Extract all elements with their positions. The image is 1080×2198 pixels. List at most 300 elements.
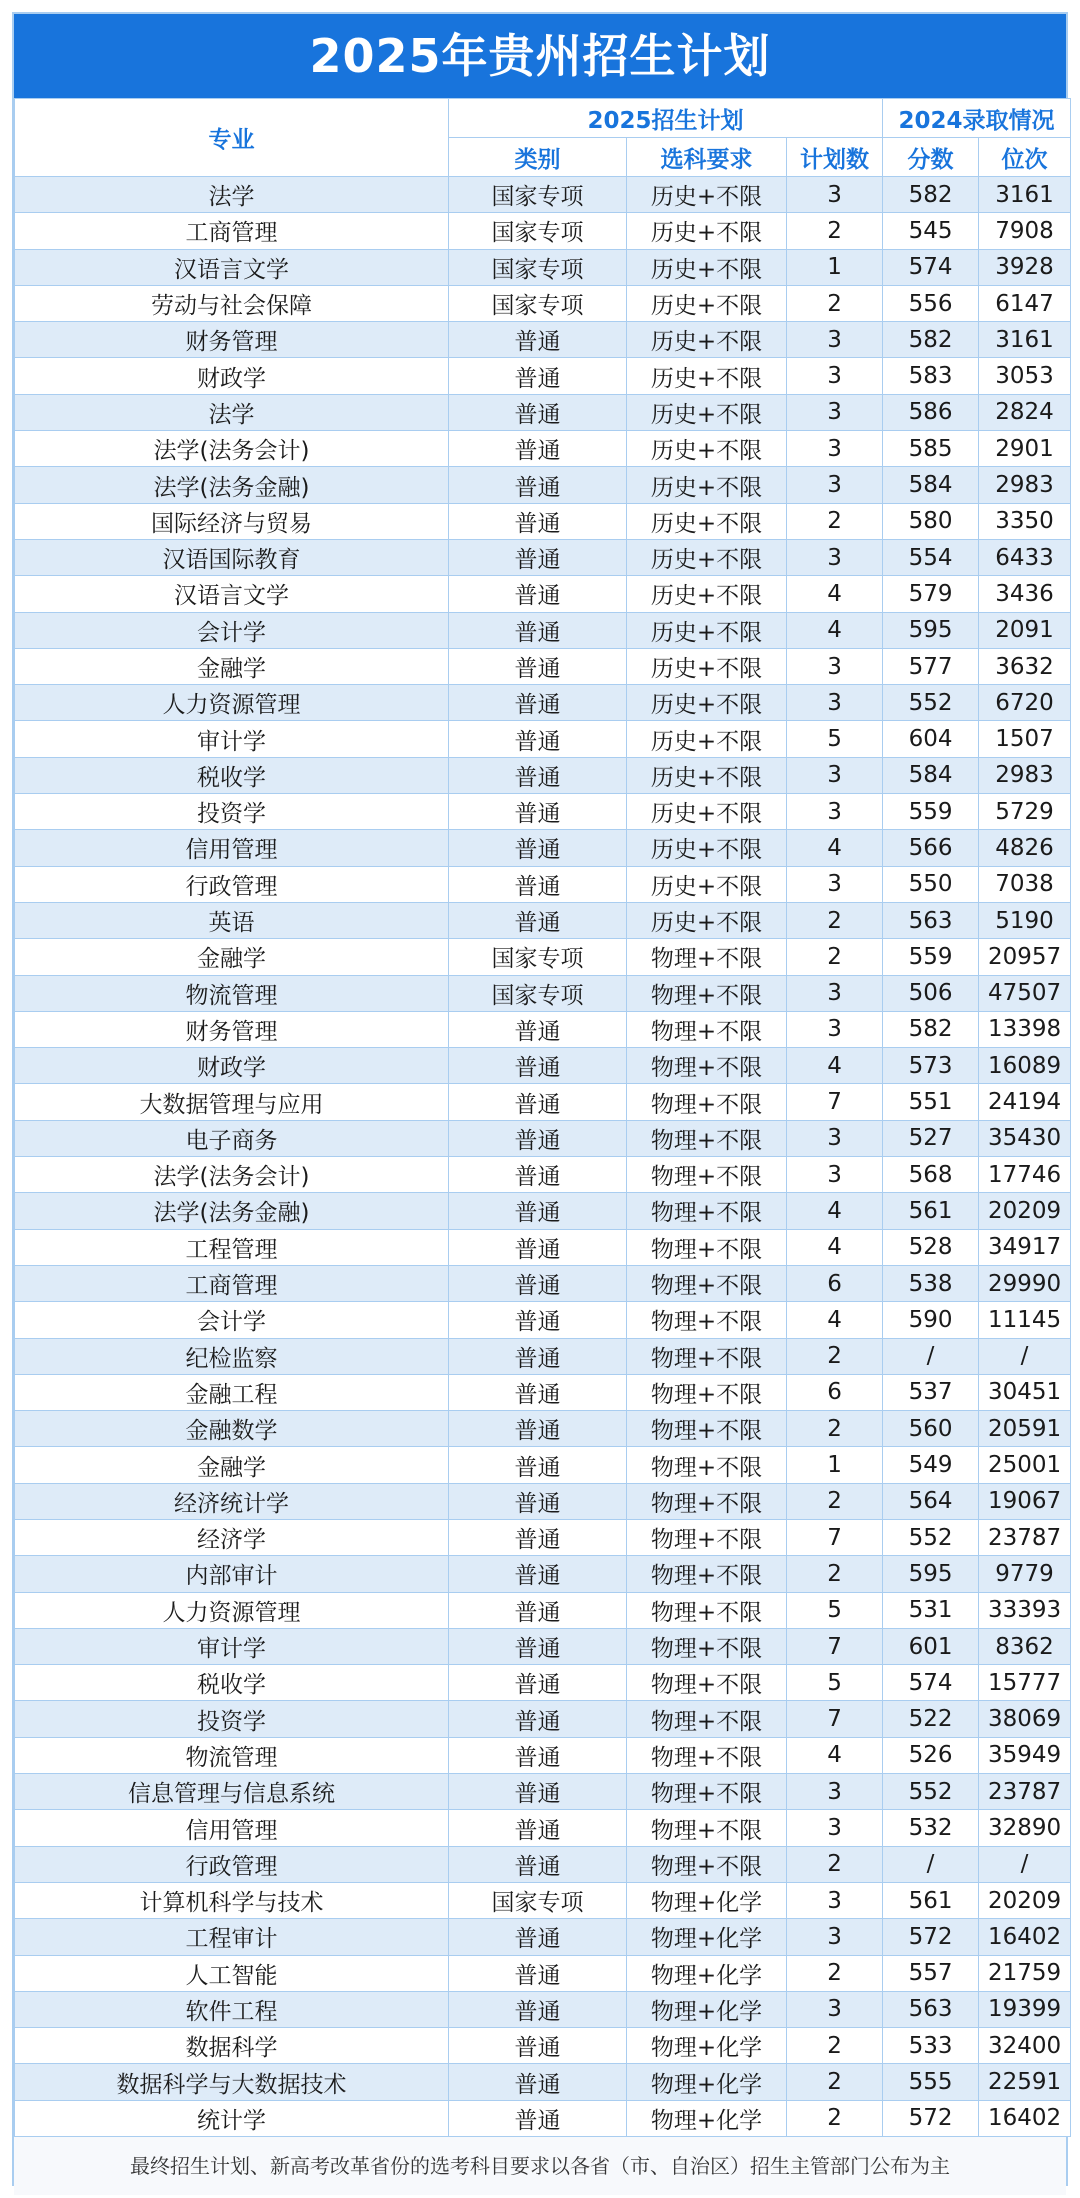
table-row bbox=[15, 1157, 1071, 1193]
cell-type: 国家专项 bbox=[449, 213, 627, 249]
cell-type: 普通 bbox=[449, 1919, 627, 1955]
cell-rank: 7038 bbox=[979, 866, 1071, 902]
cell-plan-count: 3 bbox=[787, 467, 883, 503]
cell-rank: 16402 bbox=[979, 1919, 1071, 1955]
table-row bbox=[15, 721, 1071, 757]
cell-major: 计算机科学与技术 bbox=[15, 1882, 449, 1918]
cell-major: 行政管理 bbox=[15, 1846, 449, 1882]
cell-plan-count: 5 bbox=[787, 721, 883, 757]
cell-plan-count: 1 bbox=[787, 249, 883, 285]
cell-type: 普通 bbox=[449, 467, 627, 503]
table-row bbox=[15, 1447, 1071, 1483]
cell-major: 财政学 bbox=[15, 1048, 449, 1084]
cell-major: 经济学 bbox=[15, 1519, 449, 1555]
cell-score: 551 bbox=[883, 1084, 979, 1120]
cell-major: 金融学 bbox=[15, 939, 449, 975]
table-row bbox=[15, 612, 1071, 648]
cell-type: 国家专项 bbox=[449, 975, 627, 1011]
cell-requirement: 历史+不限 bbox=[627, 249, 787, 285]
table-row bbox=[15, 503, 1071, 539]
cell-score: 582 bbox=[883, 1011, 979, 1047]
cell-plan-count: 3 bbox=[787, 358, 883, 394]
cell-major: 软件工程 bbox=[15, 1991, 449, 2027]
cell-score: 526 bbox=[883, 1737, 979, 1773]
cell-plan-count: 3 bbox=[787, 866, 883, 902]
cell-type: 普通 bbox=[449, 1556, 627, 1592]
cell-major: 信用管理 bbox=[15, 1810, 449, 1846]
cell-requirement: 物理+不限 bbox=[627, 1084, 787, 1120]
cell-rank: 8362 bbox=[979, 1628, 1071, 1664]
cell-requirement: 历史+不限 bbox=[627, 177, 787, 213]
header-rank: 位次 bbox=[979, 138, 1071, 177]
cell-plan-count: 4 bbox=[787, 576, 883, 612]
table-row bbox=[15, 1592, 1071, 1628]
table-row bbox=[15, 1628, 1071, 1664]
cell-rank: 2091 bbox=[979, 612, 1071, 648]
cell-major: 汉语言文学 bbox=[15, 576, 449, 612]
cell-plan-count: 2 bbox=[787, 1955, 883, 1991]
cell-plan-count: 6 bbox=[787, 1374, 883, 1410]
table-row bbox=[15, 1737, 1071, 1773]
cell-requirement: 历史+不限 bbox=[627, 431, 787, 467]
admission-plan-sheet bbox=[12, 12, 1068, 2186]
cell-major: 信息管理与信息系统 bbox=[15, 1774, 449, 1810]
cell-plan-count: 3 bbox=[787, 394, 883, 430]
cell-rank: 2901 bbox=[979, 431, 1071, 467]
cell-requirement: 物理+化学 bbox=[627, 2028, 787, 2064]
cell-requirement: 历史+不限 bbox=[627, 358, 787, 394]
cell-major: 会计学 bbox=[15, 612, 449, 648]
cell-rank: 29990 bbox=[979, 1265, 1071, 1301]
cell-major: 英语 bbox=[15, 902, 449, 938]
cell-requirement: 历史+不限 bbox=[627, 830, 787, 866]
cell-major: 财政学 bbox=[15, 358, 449, 394]
cell-score: / bbox=[883, 1846, 979, 1882]
cell-type: 普通 bbox=[449, 757, 627, 793]
cell-score: 572 bbox=[883, 1919, 979, 1955]
cell-score: 552 bbox=[883, 685, 979, 721]
cell-rank: 4826 bbox=[979, 830, 1071, 866]
cell-plan-count: 7 bbox=[787, 1628, 883, 1664]
cell-plan-count: 2 bbox=[787, 1556, 883, 1592]
cell-score: 560 bbox=[883, 1411, 979, 1447]
table-body bbox=[15, 177, 1071, 2137]
cell-score: 561 bbox=[883, 1193, 979, 1229]
cell-major: 法学(法务会计) bbox=[15, 431, 449, 467]
table-row bbox=[15, 2100, 1071, 2136]
cell-plan-count: 2 bbox=[787, 939, 883, 975]
cell-requirement: 物理+不限 bbox=[627, 1265, 787, 1301]
cell-major: 金融学 bbox=[15, 648, 449, 684]
cell-score: 583 bbox=[883, 358, 979, 394]
cell-plan-count: 3 bbox=[787, 1882, 883, 1918]
cell-major: 汉语国际教育 bbox=[15, 539, 449, 575]
cell-plan-count: 4 bbox=[787, 1737, 883, 1773]
cell-rank: 17746 bbox=[979, 1157, 1071, 1193]
cell-major: 投资学 bbox=[15, 1701, 449, 1737]
cell-type: 普通 bbox=[449, 902, 627, 938]
cell-score: 527 bbox=[883, 1120, 979, 1156]
cell-plan-count: 6 bbox=[787, 1265, 883, 1301]
cell-plan-count: 5 bbox=[787, 1592, 883, 1628]
cell-score: 537 bbox=[883, 1374, 979, 1410]
cell-major: 工程审计 bbox=[15, 1919, 449, 1955]
cell-type: 普通 bbox=[449, 1265, 627, 1301]
cell-requirement: 物理+不限 bbox=[627, 1447, 787, 1483]
cell-type: 国家专项 bbox=[449, 249, 627, 285]
table-row bbox=[15, 902, 1071, 938]
cell-plan-count: 2 bbox=[787, 902, 883, 938]
admission-table bbox=[14, 98, 1071, 2137]
cell-plan-count: 7 bbox=[787, 1084, 883, 1120]
cell-major: 法学(法务会计) bbox=[15, 1157, 449, 1193]
cell-requirement: 物理+化学 bbox=[627, 2064, 787, 2100]
cell-type: 普通 bbox=[449, 1592, 627, 1628]
cell-requirement: 历史+不限 bbox=[627, 576, 787, 612]
cell-score: 555 bbox=[883, 2064, 979, 2100]
cell-type: 普通 bbox=[449, 1810, 627, 1846]
cell-requirement: 历史+不限 bbox=[627, 467, 787, 503]
cell-requirement: 历史+不限 bbox=[627, 539, 787, 575]
cell-requirement: 历史+不限 bbox=[627, 213, 787, 249]
cell-rank: 20209 bbox=[979, 1882, 1071, 1918]
cell-rank: 3632 bbox=[979, 648, 1071, 684]
cell-requirement: 物理+不限 bbox=[627, 975, 787, 1011]
cell-major: 法学(法务金融) bbox=[15, 1193, 449, 1229]
cell-score: 559 bbox=[883, 794, 979, 830]
header-major: 专业 bbox=[15, 99, 449, 177]
cell-plan-count: 3 bbox=[787, 757, 883, 793]
cell-rank: 34917 bbox=[979, 1229, 1071, 1265]
table-row bbox=[15, 1556, 1071, 1592]
cell-score: 532 bbox=[883, 1810, 979, 1846]
cell-score: / bbox=[883, 1338, 979, 1374]
table-row bbox=[15, 648, 1071, 684]
cell-plan-count: 3 bbox=[787, 177, 883, 213]
cell-type: 普通 bbox=[449, 1628, 627, 1664]
cell-major: 数据科学与大数据技术 bbox=[15, 2064, 449, 2100]
cell-score: 563 bbox=[883, 902, 979, 938]
cell-score: 590 bbox=[883, 1302, 979, 1338]
cell-rank: 22591 bbox=[979, 2064, 1071, 2100]
cell-plan-count: 2 bbox=[787, 285, 883, 321]
table-row bbox=[15, 1810, 1071, 1846]
cell-plan-count: 3 bbox=[787, 322, 883, 358]
cell-plan-count: 3 bbox=[787, 1991, 883, 2027]
cell-requirement: 历史+不限 bbox=[627, 285, 787, 321]
cell-requirement: 历史+不限 bbox=[627, 394, 787, 430]
cell-type: 国家专项 bbox=[449, 939, 627, 975]
cell-score: 582 bbox=[883, 177, 979, 213]
cell-score: 580 bbox=[883, 503, 979, 539]
cell-type: 普通 bbox=[449, 612, 627, 648]
cell-type: 普通 bbox=[449, 431, 627, 467]
cell-major: 财务管理 bbox=[15, 1011, 449, 1047]
cell-score: 531 bbox=[883, 1592, 979, 1628]
cell-rank: 5190 bbox=[979, 902, 1071, 938]
table-row bbox=[15, 685, 1071, 721]
cell-requirement: 物理+不限 bbox=[627, 1519, 787, 1555]
cell-major: 经济统计学 bbox=[15, 1483, 449, 1519]
cell-rank: 38069 bbox=[979, 1701, 1071, 1737]
cell-score: 556 bbox=[883, 285, 979, 321]
cell-requirement: 物理+不限 bbox=[627, 1665, 787, 1701]
cell-score: 572 bbox=[883, 2100, 979, 2136]
cell-requirement: 物理+化学 bbox=[627, 1882, 787, 1918]
cell-requirement: 物理+不限 bbox=[627, 1374, 787, 1410]
cell-score: 595 bbox=[883, 1556, 979, 1592]
cell-rank: 3436 bbox=[979, 576, 1071, 612]
cell-score: 584 bbox=[883, 757, 979, 793]
table-row bbox=[15, 757, 1071, 793]
header-history-group: 2024录取情况 bbox=[883, 99, 1071, 138]
cell-rank: 30451 bbox=[979, 1374, 1071, 1410]
cell-type: 国家专项 bbox=[449, 177, 627, 213]
cell-type: 普通 bbox=[449, 1229, 627, 1265]
cell-plan-count: 2 bbox=[787, 1846, 883, 1882]
cell-major: 工商管理 bbox=[15, 1265, 449, 1301]
cell-type: 普通 bbox=[449, 1048, 627, 1084]
cell-rank: 13398 bbox=[979, 1011, 1071, 1047]
table-row bbox=[15, 394, 1071, 430]
cell-type: 普通 bbox=[449, 1955, 627, 1991]
cell-score: 595 bbox=[883, 612, 979, 648]
table-row bbox=[15, 431, 1071, 467]
cell-score: 585 bbox=[883, 431, 979, 467]
cell-rank: 19067 bbox=[979, 1483, 1071, 1519]
cell-plan-count: 3 bbox=[787, 1810, 883, 1846]
cell-score: 601 bbox=[883, 1628, 979, 1664]
cell-score: 538 bbox=[883, 1265, 979, 1301]
header-plan-group: 2025招生计划 bbox=[449, 99, 883, 138]
cell-plan-count: 3 bbox=[787, 648, 883, 684]
table-row bbox=[15, 866, 1071, 902]
cell-plan-count: 3 bbox=[787, 539, 883, 575]
cell-major: 工商管理 bbox=[15, 213, 449, 249]
cell-score: 604 bbox=[883, 721, 979, 757]
cell-major: 税收学 bbox=[15, 1665, 449, 1701]
cell-requirement: 历史+不限 bbox=[627, 902, 787, 938]
cell-type: 普通 bbox=[449, 1447, 627, 1483]
cell-type: 普通 bbox=[449, 503, 627, 539]
cell-rank: 20591 bbox=[979, 1411, 1071, 1447]
table-row bbox=[15, 1483, 1071, 1519]
cell-plan-count: 2 bbox=[787, 503, 883, 539]
cell-score: 584 bbox=[883, 467, 979, 503]
cell-major: 信用管理 bbox=[15, 830, 449, 866]
table-row bbox=[15, 2028, 1071, 2064]
cell-requirement: 物理+化学 bbox=[627, 2100, 787, 2136]
cell-type: 国家专项 bbox=[449, 1882, 627, 1918]
cell-type: 普通 bbox=[449, 1302, 627, 1338]
cell-major: 会计学 bbox=[15, 1302, 449, 1338]
cell-requirement: 物理+不限 bbox=[627, 1737, 787, 1773]
header-requirement: 选科要求 bbox=[627, 138, 787, 177]
cell-score: 552 bbox=[883, 1519, 979, 1555]
cell-major: 财务管理 bbox=[15, 322, 449, 358]
cell-rank: 24194 bbox=[979, 1084, 1071, 1120]
cell-requirement: 物理+不限 bbox=[627, 1048, 787, 1084]
table-row bbox=[15, 1991, 1071, 2027]
cell-score: 573 bbox=[883, 1048, 979, 1084]
cell-type: 普通 bbox=[449, 648, 627, 684]
cell-plan-count: 7 bbox=[787, 1519, 883, 1555]
cell-rank: 16089 bbox=[979, 1048, 1071, 1084]
table-row bbox=[15, 576, 1071, 612]
cell-score: 554 bbox=[883, 539, 979, 575]
cell-type: 普通 bbox=[449, 1665, 627, 1701]
cell-plan-count: 3 bbox=[787, 1919, 883, 1955]
cell-requirement: 物理+不限 bbox=[627, 1592, 787, 1628]
cell-major: 税收学 bbox=[15, 757, 449, 793]
cell-score: 564 bbox=[883, 1483, 979, 1519]
cell-plan-count: 4 bbox=[787, 830, 883, 866]
cell-score: 566 bbox=[883, 830, 979, 866]
cell-requirement: 物理+不限 bbox=[627, 1628, 787, 1664]
cell-type: 普通 bbox=[449, 1519, 627, 1555]
cell-rank: 15777 bbox=[979, 1665, 1071, 1701]
cell-rank: 6147 bbox=[979, 285, 1071, 321]
cell-rank: 35949 bbox=[979, 1737, 1071, 1773]
cell-major: 大数据管理与应用 bbox=[15, 1084, 449, 1120]
cell-major: 审计学 bbox=[15, 721, 449, 757]
header-score: 分数 bbox=[883, 138, 979, 177]
cell-score: 528 bbox=[883, 1229, 979, 1265]
cell-major: 劳动与社会保障 bbox=[15, 285, 449, 321]
cell-requirement: 物理+不限 bbox=[627, 1411, 787, 1447]
cell-requirement: 物理+不限 bbox=[627, 1193, 787, 1229]
cell-plan-count: 3 bbox=[787, 1120, 883, 1156]
cell-major: 金融工程 bbox=[15, 1374, 449, 1410]
footer-note: 最终招生计划、新高考改革省份的选考科目要求以各省（市、自治区）招生主管部门公布为主 bbox=[14, 2137, 1066, 2195]
cell-rank: 20957 bbox=[979, 939, 1071, 975]
cell-requirement: 历史+不限 bbox=[627, 757, 787, 793]
cell-major: 纪检监察 bbox=[15, 1338, 449, 1374]
cell-requirement: 物理+不限 bbox=[627, 1120, 787, 1156]
table-row bbox=[15, 213, 1071, 249]
cell-type: 普通 bbox=[449, 1483, 627, 1519]
cell-score: 559 bbox=[883, 939, 979, 975]
cell-requirement: 物理+不限 bbox=[627, 1810, 787, 1846]
cell-plan-count: 3 bbox=[787, 1774, 883, 1810]
cell-score: 586 bbox=[883, 394, 979, 430]
cell-score: 574 bbox=[883, 249, 979, 285]
cell-requirement: 历史+不限 bbox=[627, 794, 787, 830]
table-row bbox=[15, 1229, 1071, 1265]
table-row bbox=[15, 830, 1071, 866]
cell-major: 人力资源管理 bbox=[15, 685, 449, 721]
cell-major: 国际经济与贸易 bbox=[15, 503, 449, 539]
cell-plan-count: 2 bbox=[787, 1483, 883, 1519]
cell-plan-count: 2 bbox=[787, 1338, 883, 1374]
cell-type: 普通 bbox=[449, 576, 627, 612]
cell-requirement: 物理+化学 bbox=[627, 1991, 787, 2027]
cell-type: 普通 bbox=[449, 1120, 627, 1156]
table-row bbox=[15, 1048, 1071, 1084]
cell-rank: 32400 bbox=[979, 2028, 1071, 2064]
cell-requirement: 物理+不限 bbox=[627, 1229, 787, 1265]
cell-type: 普通 bbox=[449, 1374, 627, 1410]
cell-score: 550 bbox=[883, 866, 979, 902]
cell-rank: 47507 bbox=[979, 975, 1071, 1011]
cell-rank: 2824 bbox=[979, 394, 1071, 430]
cell-type: 国家专项 bbox=[449, 285, 627, 321]
cell-rank: 32890 bbox=[979, 1810, 1071, 1846]
cell-plan-count: 3 bbox=[787, 431, 883, 467]
cell-rank: 2983 bbox=[979, 757, 1071, 793]
table-row bbox=[15, 358, 1071, 394]
cell-plan-count: 3 bbox=[787, 685, 883, 721]
cell-plan-count: 4 bbox=[787, 612, 883, 648]
cell-rank: 21759 bbox=[979, 1955, 1071, 1991]
cell-type: 普通 bbox=[449, 830, 627, 866]
cell-type: 普通 bbox=[449, 1084, 627, 1120]
cell-major: 审计学 bbox=[15, 1628, 449, 1664]
cell-rank: 7908 bbox=[979, 213, 1071, 249]
cell-requirement: 物理+不限 bbox=[627, 1011, 787, 1047]
table-row bbox=[15, 1374, 1071, 1410]
table-row bbox=[15, 285, 1071, 321]
cell-rank: 23787 bbox=[979, 1519, 1071, 1555]
table-row bbox=[15, 1120, 1071, 1156]
cell-score: 579 bbox=[883, 576, 979, 612]
header-type: 类别 bbox=[449, 138, 627, 177]
cell-rank: 3350 bbox=[979, 503, 1071, 539]
cell-type: 普通 bbox=[449, 2064, 627, 2100]
cell-requirement: 物理+不限 bbox=[627, 1846, 787, 1882]
table-row bbox=[15, 1338, 1071, 1374]
cell-major: 人力资源管理 bbox=[15, 1592, 449, 1628]
cell-major: 金融数学 bbox=[15, 1411, 449, 1447]
cell-score: 574 bbox=[883, 1665, 979, 1701]
cell-type: 普通 bbox=[449, 358, 627, 394]
table-row bbox=[15, 322, 1071, 358]
cell-plan-count: 3 bbox=[787, 794, 883, 830]
cell-plan-count: 4 bbox=[787, 1302, 883, 1338]
cell-rank: 11145 bbox=[979, 1302, 1071, 1338]
cell-requirement: 物理+不限 bbox=[627, 1302, 787, 1338]
cell-plan-count: 2 bbox=[787, 2064, 883, 2100]
cell-score: 577 bbox=[883, 648, 979, 684]
cell-type: 普通 bbox=[449, 1846, 627, 1882]
cell-type: 普通 bbox=[449, 721, 627, 757]
cell-rank: / bbox=[979, 1846, 1071, 1882]
cell-score: 568 bbox=[883, 1157, 979, 1193]
table-row bbox=[15, 1011, 1071, 1047]
cell-type: 普通 bbox=[449, 394, 627, 430]
cell-rank: 35430 bbox=[979, 1120, 1071, 1156]
table-row bbox=[15, 539, 1071, 575]
cell-requirement: 历史+不限 bbox=[627, 685, 787, 721]
cell-type: 普通 bbox=[449, 1701, 627, 1737]
header-plan-count: 计划数 bbox=[787, 138, 883, 177]
cell-rank: / bbox=[979, 1338, 1071, 1374]
cell-rank: 23787 bbox=[979, 1774, 1071, 1810]
cell-rank: 5729 bbox=[979, 794, 1071, 830]
cell-major: 物流管理 bbox=[15, 1737, 449, 1773]
cell-type: 普通 bbox=[449, 1011, 627, 1047]
cell-plan-count: 2 bbox=[787, 1411, 883, 1447]
cell-requirement: 历史+不限 bbox=[627, 503, 787, 539]
table-row bbox=[15, 794, 1071, 830]
cell-score: 557 bbox=[883, 1955, 979, 1991]
cell-plan-count: 5 bbox=[787, 1665, 883, 1701]
cell-rank: 3053 bbox=[979, 358, 1071, 394]
table-row bbox=[15, 177, 1071, 213]
table-row bbox=[15, 1193, 1071, 1229]
cell-score: 545 bbox=[883, 213, 979, 249]
cell-type: 普通 bbox=[449, 1737, 627, 1773]
